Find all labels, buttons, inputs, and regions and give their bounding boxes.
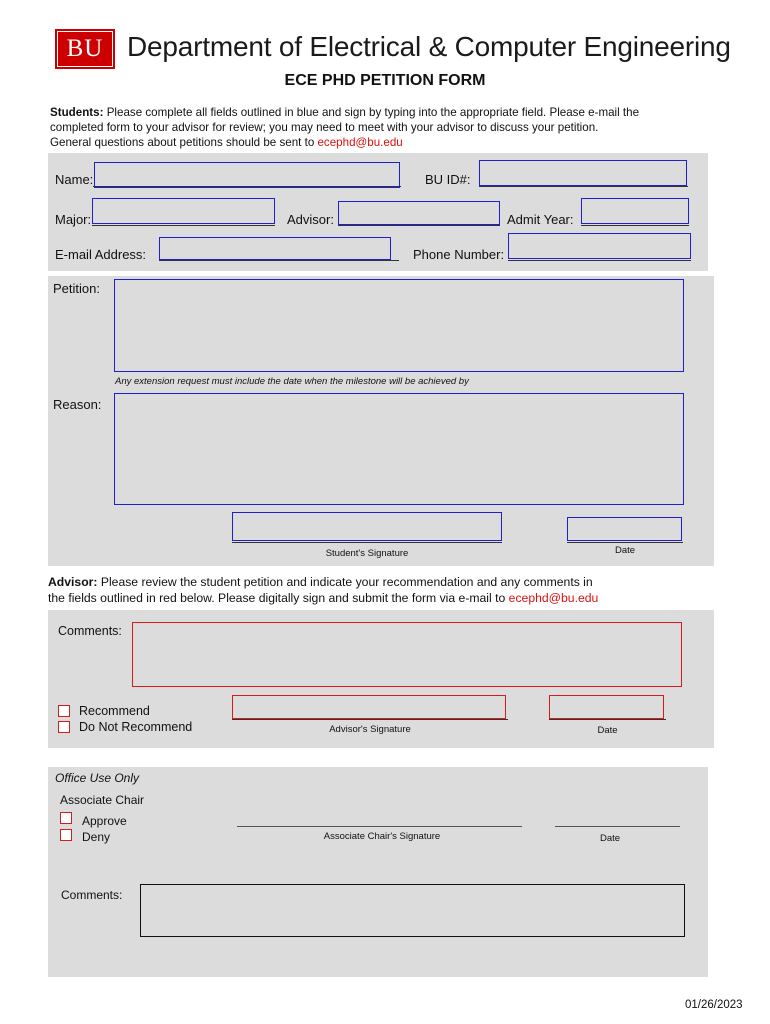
students-lead: Students: — [50, 106, 104, 119]
approve-label: Approve — [82, 814, 127, 828]
buid-field[interactable] — [479, 160, 687, 186]
chair-signature-label: Associate Chair's Signature — [323, 831, 441, 842]
students-line1: Please complete all fields outlined in blue and sign by typing into the appropriate field. Please e-mail the — [103, 106, 640, 119]
major-label: Major: — [55, 212, 92, 227]
chair-date-line — [555, 826, 680, 827]
extension-note: Any extension request must include the date when the milestone will be achieved by — [115, 376, 469, 387]
bu-logo — [55, 29, 115, 69]
do-not-recommend-label: Do Not Recommend — [79, 720, 193, 734]
advisor-comments-field[interactable] — [132, 622, 682, 687]
office-use-panel — [48, 767, 708, 977]
students-line3: General questions about petitions should be sent to — [50, 136, 318, 149]
advisor-date-label: Date — [597, 725, 618, 736]
office-use-title: Office Use Only — [55, 771, 140, 785]
associate-chair-label: Associate Chair — [60, 793, 145, 807]
advisor-date-line — [549, 719, 666, 720]
reason-label: Reason: — [53, 397, 102, 412]
office-comments-label: Comments: — [61, 888, 123, 902]
advisor-signature-line — [232, 719, 508, 720]
footer-date: 01/26/2023 — [685, 999, 743, 1011]
phone-field[interactable] — [508, 233, 691, 259]
advisor-email-link[interactable]: ecephd@bu.edu — [508, 591, 599, 605]
petition-field[interactable] — [114, 279, 684, 372]
advisor-line2: the fields outlined in red below. Please digitally sign and submit the form via e-mail to — [48, 591, 509, 605]
students-line2: completed form to your advisor for review; you may need to meet with your advisor to discuss your petition. — [50, 121, 599, 134]
student-date-field[interactable] — [567, 517, 682, 541]
advisor-field[interactable] — [338, 201, 500, 225]
recommend-label: Recommend — [79, 704, 150, 718]
form-title: ECE PHD PETITION FORM — [284, 72, 486, 89]
name-label: Name: — [55, 172, 94, 187]
advisor-instructions — [48, 574, 728, 606]
approve-checkbox[interactable] — [60, 812, 72, 824]
petition-label: Petition: — [53, 281, 100, 296]
student-date-line — [567, 542, 683, 543]
advisor-lead: Advisor: — [48, 575, 98, 589]
deny-checkbox[interactable] — [60, 829, 72, 841]
admit-year-field[interactable] — [581, 198, 689, 224]
major-field[interactable] — [92, 198, 275, 224]
phone-underline — [508, 260, 691, 261]
advisor-date-field[interactable] — [549, 695, 664, 719]
advisor-comments-label: Comments: — [58, 624, 122, 638]
bu-logo-text: BU — [66, 35, 104, 62]
phone-label: Phone Number: — [413, 247, 505, 262]
chair-date-label: Date — [599, 833, 621, 844]
advisor-line1: Please review the student petition and indicate your recommendation and any comments in — [97, 575, 593, 589]
admit-year-label: Admit Year: — [507, 212, 574, 227]
email-label: E-mail Address: — [55, 247, 147, 262]
do-not-recommend-checkbox[interactable] — [58, 721, 70, 733]
students-instructions — [50, 105, 730, 150]
major-underline — [92, 225, 275, 226]
student-signature-label: Student's Signature — [325, 548, 409, 559]
recommend-checkbox[interactable] — [58, 705, 70, 717]
deny-label: Deny — [82, 830, 111, 844]
advisor-label: Advisor: — [287, 212, 334, 227]
email-field[interactable] — [159, 237, 391, 260]
office-comments-field[interactable] — [140, 884, 685, 937]
reason-field[interactable] — [114, 393, 684, 505]
department-title: Department of Electrical & Computer Engineering — [127, 31, 731, 62]
name-field[interactable] — [94, 162, 400, 188]
advisor-signature-label: Advisor's Signature — [329, 724, 411, 735]
student-signature-field[interactable] — [232, 512, 502, 541]
buid-underline — [479, 186, 688, 187]
student-date-label: Date — [614, 545, 636, 556]
advisor-underline — [338, 225, 500, 226]
admit-year-underline — [581, 225, 689, 226]
students-email-link[interactable]: ecephd@bu.edu — [317, 136, 403, 149]
buid-label: BU ID#: — [425, 172, 471, 187]
chair-signature-line — [237, 826, 522, 827]
email-underline — [159, 260, 399, 261]
student-signature-line — [232, 542, 502, 543]
advisor-signature-field[interactable] — [232, 695, 506, 719]
